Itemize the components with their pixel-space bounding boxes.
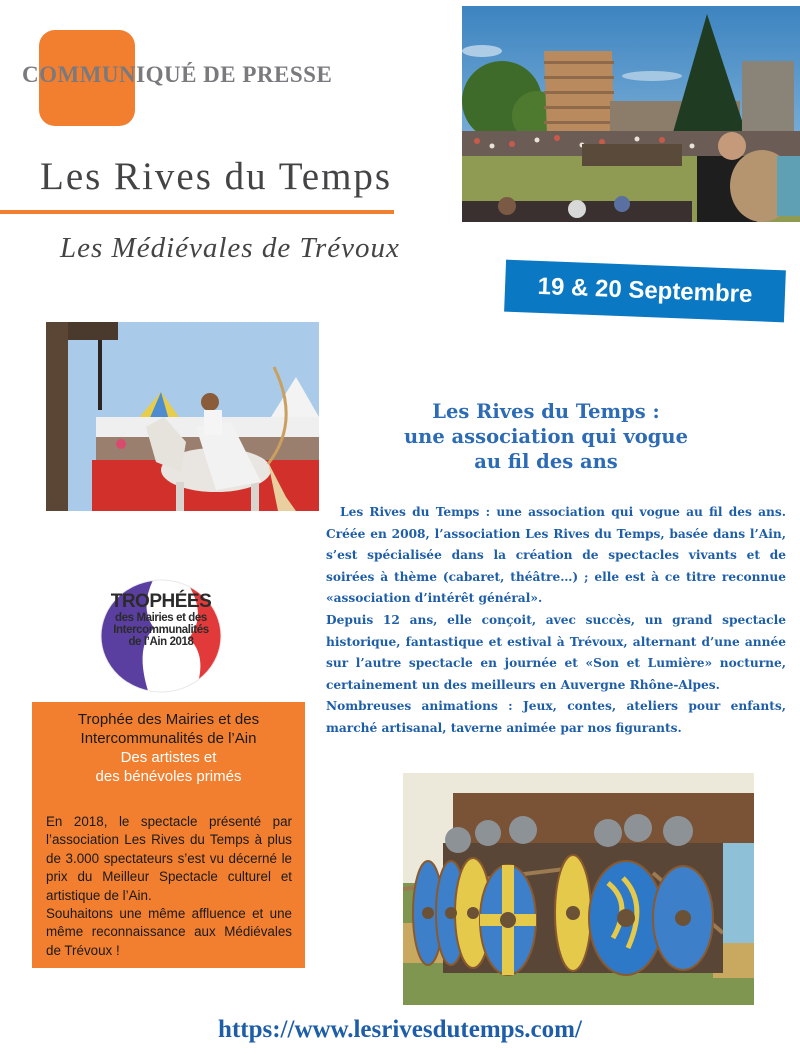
page-subtitle: Les Médiévales de Trévoux <box>60 232 400 264</box>
award-box-body <box>46 813 292 960</box>
article-heading-line2: une association qui vogue <box>403 425 689 448</box>
award-paragraph-1: En 2018, le spectacle présenté par l’association Les Rives du Temps à plus de 3.000 spectateurs s’est vu décerné le prix du Meilleur Spectacle culturel et artistique de l’Ain. <box>46 814 292 903</box>
trophy-badge-line2: des Mairies et des <box>115 611 207 624</box>
trophy-badge-line4: de l’Ain 2018 <box>128 636 194 649</box>
viking-warriors-photo <box>403 773 754 1005</box>
article-paragraph-1: Les Rives du Temps : une association qui vogue au fil des ans. Créée en 2008, l’association Les Rives du Temps, basée dans l’Ain, s’est spécialisée dans la création de spectacles vivants et de soirées à thème (cabaret, théâtre…) ; elle est à ce titre reconnue «association d’intérêt général». <box>326 505 786 606</box>
article-heading-line3: au fil des ans <box>474 450 618 473</box>
award-heading-line2: Intercommunalités de l’Ain <box>80 730 257 747</box>
page-title: Les Rives du Temps <box>40 155 393 198</box>
title-divider <box>0 210 394 214</box>
trophy-badge-line3: Intercommunalités <box>113 624 209 636</box>
website-link[interactable]: https://www.lesrivesdutemps.com/ <box>218 1016 582 1043</box>
award-box-heading <box>32 710 305 786</box>
article-paragraph-2: Depuis 12 ans, elle conçoit, avec succès, un grand spectacle historique, fantastique et estival à Trévoux, alternant d’une année sur l’autre spectacle en journée et «Son et Lumière» nocturne, certainement un des meilleurs en Auvergne Rhône-Alpes. <box>326 612 786 692</box>
trophy-badge-text <box>99 592 223 648</box>
award-heading-line1: Trophée des Mairies et des <box>77 711 260 728</box>
award-subheading-line1: Des artistes et <box>120 749 217 766</box>
horse-archer-photo <box>46 322 319 511</box>
trophy-badge-line1: TROPHÉES <box>110 591 212 612</box>
trophy-badge <box>99 578 223 694</box>
award-subheading-line2: des bénévoles primés <box>95 768 242 785</box>
press-release-label: COMMUNIQUÉ DE PRESSE <box>22 62 333 87</box>
article-heading-line1: Les Rives du Temps : <box>432 400 660 423</box>
award-paragraph-2: Souhaitons une même affluence et une même reconnaissance aux Médiévales de Trévoux ! <box>46 906 292 958</box>
article-heading <box>326 399 766 474</box>
event-date-banner <box>504 260 786 323</box>
article-paragraph-3: Nombreuses animations : Jeux, contes, ateliers pour enfants, marché artisanal, taverne animée par nos figurants. <box>326 699 786 735</box>
event-date-text: 19 & 20 Septembre <box>537 272 753 309</box>
award-box <box>32 702 305 968</box>
article-body <box>326 502 786 740</box>
castle-event-photo <box>462 6 800 222</box>
